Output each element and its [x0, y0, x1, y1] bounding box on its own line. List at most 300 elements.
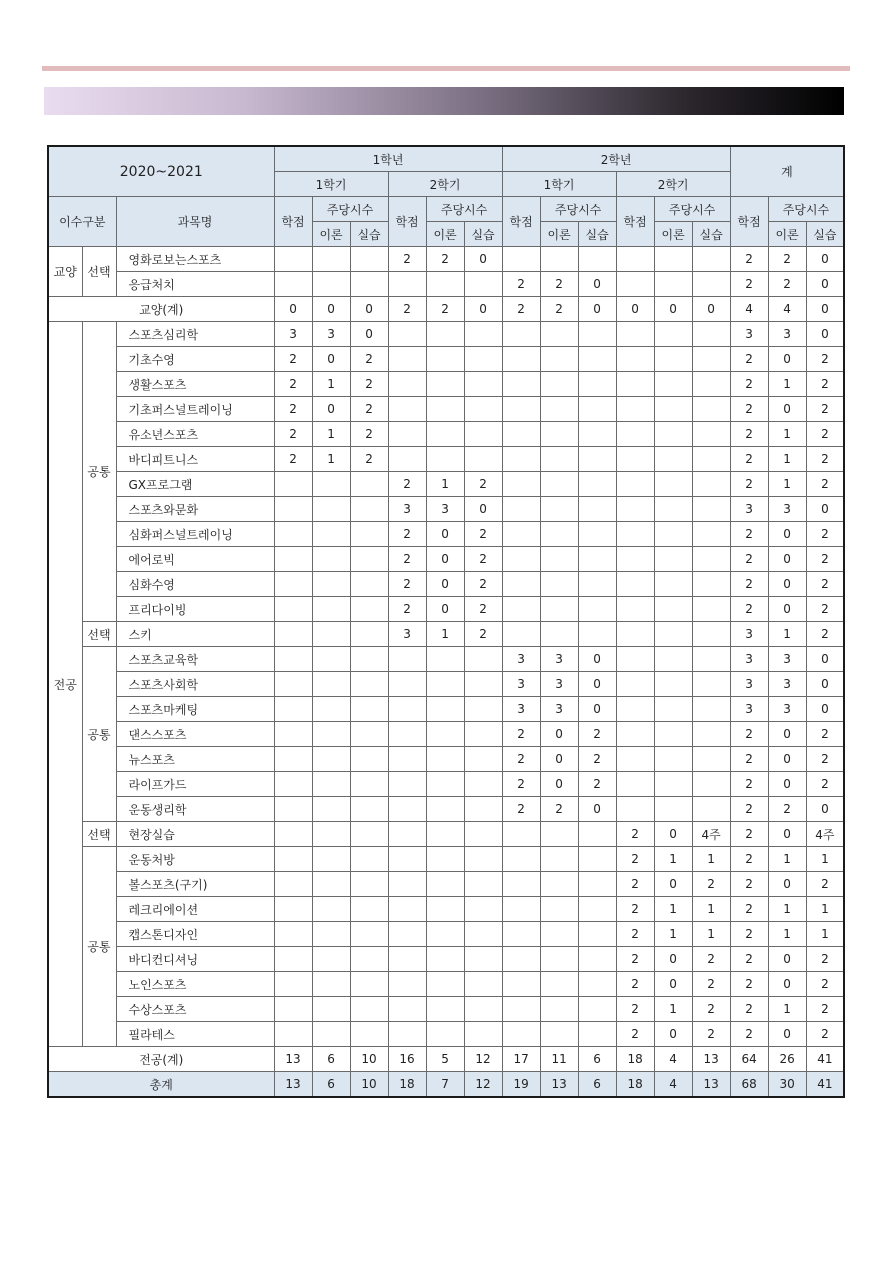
practice-header: 실습 [464, 222, 502, 247]
value-cell: 3 [502, 697, 540, 722]
value-cell [692, 247, 730, 272]
value-cell: 1 [806, 847, 844, 872]
value-cell: 0 [274, 297, 312, 322]
value-cell: 13 [540, 1072, 578, 1098]
value-cell [540, 922, 578, 947]
table-row [48, 447, 844, 472]
subject-name: 기초퍼스널트레이닝 [116, 397, 274, 422]
value-cell: 0 [768, 872, 806, 897]
value-cell [388, 947, 426, 972]
value-cell [312, 797, 350, 822]
value-cell [578, 847, 616, 872]
value-cell [540, 622, 578, 647]
value-cell: 0 [806, 647, 844, 672]
value-cell [464, 997, 502, 1022]
value-cell [350, 672, 388, 697]
value-cell: 2 [578, 747, 616, 772]
value-cell [578, 1022, 616, 1047]
value-cell [350, 722, 388, 747]
value-cell: 12 [464, 1047, 502, 1072]
value-cell [692, 447, 730, 472]
value-cell: 0 [768, 597, 806, 622]
value-cell: 18 [616, 1047, 654, 1072]
subject-name: 바디피트니스 [116, 447, 274, 472]
value-cell [654, 672, 692, 697]
value-cell [464, 947, 502, 972]
table-row [48, 772, 844, 797]
value-cell: 64 [730, 1047, 768, 1072]
grand-total-label: 총계 [48, 1072, 274, 1098]
value-cell [426, 747, 464, 772]
weekly-hours-header: 주당시수 [312, 197, 388, 222]
value-cell [616, 622, 654, 647]
value-cell [654, 247, 692, 272]
value-cell [692, 672, 730, 697]
value-cell [426, 1022, 464, 1047]
value-cell [274, 897, 312, 922]
value-cell: 0 [768, 972, 806, 997]
top-rule [42, 66, 850, 71]
value-cell: 18 [616, 1072, 654, 1098]
value-cell: 0 [806, 497, 844, 522]
value-cell [692, 422, 730, 447]
value-cell [502, 522, 540, 547]
value-cell: 2 [426, 247, 464, 272]
value-cell [654, 397, 692, 422]
value-cell: 0 [768, 947, 806, 972]
value-cell [540, 397, 578, 422]
value-cell: 3 [502, 672, 540, 697]
value-cell [578, 522, 616, 547]
value-cell [616, 372, 654, 397]
value-cell [464, 347, 502, 372]
value-cell: 2 [388, 472, 426, 497]
value-cell [350, 797, 388, 822]
value-cell [274, 722, 312, 747]
value-cell: 2 [768, 247, 806, 272]
value-cell: 2 [540, 297, 578, 322]
value-cell [502, 347, 540, 372]
subject-name: 수상스포츠 [116, 997, 274, 1022]
subject-name: 기초수영 [116, 347, 274, 372]
value-cell: 2 [692, 972, 730, 997]
value-cell [388, 422, 426, 447]
value-cell: 2 [388, 522, 426, 547]
value-cell [464, 872, 502, 897]
value-cell: 0 [654, 297, 692, 322]
value-cell [692, 347, 730, 372]
value-cell: 0 [768, 572, 806, 597]
credits-header: 학점 [388, 197, 426, 247]
value-cell: 2 [388, 247, 426, 272]
value-cell [350, 897, 388, 922]
value-cell: 2 [426, 297, 464, 322]
value-cell [578, 322, 616, 347]
value-cell: 2 [692, 872, 730, 897]
table-row [48, 797, 844, 822]
value-cell [350, 697, 388, 722]
value-cell [578, 372, 616, 397]
value-cell: 0 [464, 497, 502, 522]
value-cell [578, 822, 616, 847]
value-cell: 2 [350, 347, 388, 372]
value-cell: 0 [350, 297, 388, 322]
value-cell [502, 847, 540, 872]
value-cell: 2 [578, 722, 616, 747]
value-cell: 2 [350, 397, 388, 422]
value-cell [350, 522, 388, 547]
value-cell: 0 [806, 247, 844, 272]
value-cell: 0 [616, 297, 654, 322]
value-cell [654, 272, 692, 297]
value-cell [578, 472, 616, 497]
value-cell [388, 447, 426, 472]
value-cell [274, 272, 312, 297]
grade1-header: 1학년 [274, 146, 502, 172]
value-cell [654, 572, 692, 597]
value-cell: 1 [768, 472, 806, 497]
value-cell [426, 447, 464, 472]
value-cell: 13 [274, 1047, 312, 1072]
value-cell [692, 572, 730, 597]
value-cell [654, 447, 692, 472]
value-cell [426, 972, 464, 997]
value-cell: 2 [616, 972, 654, 997]
value-cell [616, 322, 654, 347]
theory-header: 이론 [768, 222, 806, 247]
table-row [48, 347, 844, 372]
value-cell [464, 1022, 502, 1047]
group-label-major: 전공 [48, 322, 82, 1047]
subject-name: 응급처치 [116, 272, 274, 297]
value-cell: 1 [312, 372, 350, 397]
practice-header: 실습 [578, 222, 616, 247]
value-cell [502, 922, 540, 947]
value-cell [692, 397, 730, 422]
value-cell: 2 [274, 397, 312, 422]
value-cell [540, 522, 578, 547]
practice-header: 실습 [692, 222, 730, 247]
value-cell: 17 [502, 1047, 540, 1072]
value-cell: 2 [616, 872, 654, 897]
table-row [48, 547, 844, 572]
value-cell [616, 572, 654, 597]
value-cell: 0 [768, 747, 806, 772]
value-cell [654, 772, 692, 797]
value-cell: 1 [426, 472, 464, 497]
subject-name: 심화수영 [116, 572, 274, 597]
value-cell: 13 [274, 1072, 312, 1098]
value-cell: 2 [730, 897, 768, 922]
value-cell [464, 922, 502, 947]
value-cell [540, 447, 578, 472]
subject-name: 프리다이빙 [116, 597, 274, 622]
value-cell [616, 772, 654, 797]
value-cell [274, 547, 312, 572]
subject-name: 현장실습 [116, 822, 274, 847]
value-cell [540, 572, 578, 597]
value-cell [502, 872, 540, 897]
value-cell [578, 947, 616, 972]
value-cell [274, 672, 312, 697]
value-cell [350, 597, 388, 622]
value-cell: 3 [730, 647, 768, 672]
value-cell: 0 [806, 297, 844, 322]
value-cell [312, 722, 350, 747]
value-cell: 2 [730, 397, 768, 422]
value-cell [540, 547, 578, 572]
value-cell [464, 422, 502, 447]
value-cell: 3 [540, 672, 578, 697]
value-cell: 2 [274, 372, 312, 397]
value-cell [464, 697, 502, 722]
value-cell: 2 [806, 872, 844, 897]
curriculum-body [48, 247, 844, 1098]
value-cell: 2 [616, 897, 654, 922]
value-cell [502, 547, 540, 572]
value-cell: 2 [730, 822, 768, 847]
value-cell [388, 722, 426, 747]
type-label-elective: 선택 [82, 247, 116, 297]
value-cell [502, 947, 540, 972]
value-cell [540, 1022, 578, 1047]
general-subtotal-label: 교양(계) [48, 297, 274, 322]
value-cell [350, 997, 388, 1022]
credits-header: 학점 [616, 197, 654, 247]
value-cell: 2 [540, 797, 578, 822]
value-cell: 0 [806, 797, 844, 822]
value-cell [540, 872, 578, 897]
value-cell: 0 [350, 322, 388, 347]
value-cell [502, 997, 540, 1022]
value-cell [312, 572, 350, 597]
value-cell: 2 [730, 372, 768, 397]
value-cell [540, 997, 578, 1022]
value-cell: 2 [388, 597, 426, 622]
value-cell: 2 [502, 772, 540, 797]
value-cell: 1 [806, 922, 844, 947]
value-cell [350, 922, 388, 947]
table-row [48, 597, 844, 622]
theory-header: 이론 [426, 222, 464, 247]
weekly-hours-header: 주당시수 [426, 197, 502, 222]
value-cell [426, 772, 464, 797]
value-cell [274, 922, 312, 947]
total-header: 계 [730, 146, 844, 197]
value-cell [350, 747, 388, 772]
subject-name: 심화퍼스널트레이닝 [116, 522, 274, 547]
table-row [48, 747, 844, 772]
value-cell [388, 1022, 426, 1047]
value-cell: 2 [616, 922, 654, 947]
value-cell [388, 822, 426, 847]
value-cell [312, 822, 350, 847]
value-cell [692, 772, 730, 797]
value-cell: 0 [768, 772, 806, 797]
value-cell [616, 722, 654, 747]
value-cell [464, 847, 502, 872]
subject-name: 필라테스 [116, 1022, 274, 1047]
value-cell: 2 [388, 297, 426, 322]
value-cell [464, 647, 502, 672]
value-cell [312, 622, 350, 647]
value-cell [426, 847, 464, 872]
grade2-header: 2학년 [502, 146, 730, 172]
value-cell [540, 847, 578, 872]
value-cell [578, 922, 616, 947]
value-cell: 6 [578, 1072, 616, 1098]
value-cell [502, 497, 540, 522]
value-cell: 3 [502, 647, 540, 672]
value-cell: 0 [578, 272, 616, 297]
value-cell [312, 672, 350, 697]
value-cell [426, 872, 464, 897]
value-cell: 0 [312, 397, 350, 422]
value-cell [274, 622, 312, 647]
value-cell [654, 422, 692, 447]
value-cell: 3 [540, 647, 578, 672]
practice-header: 실습 [350, 222, 388, 247]
value-cell [654, 722, 692, 747]
curriculum-table [47, 145, 845, 1098]
subject-name: 스키 [116, 622, 274, 647]
value-cell: 0 [464, 297, 502, 322]
value-cell [464, 447, 502, 472]
value-cell [654, 547, 692, 572]
value-cell [540, 247, 578, 272]
value-cell [312, 847, 350, 872]
value-cell: 2 [350, 447, 388, 472]
value-cell [692, 272, 730, 297]
value-cell [616, 397, 654, 422]
value-cell: 2 [730, 522, 768, 547]
value-cell [312, 897, 350, 922]
value-cell: 18 [388, 1072, 426, 1098]
value-cell: 0 [426, 522, 464, 547]
value-cell: 7 [426, 1072, 464, 1098]
g1-sem1-header: 1학기 [274, 172, 388, 197]
value-cell: 6 [312, 1047, 350, 1072]
value-cell [654, 497, 692, 522]
value-cell: 2 [692, 997, 730, 1022]
value-cell: 2 [730, 547, 768, 572]
value-cell [578, 397, 616, 422]
value-cell [274, 872, 312, 897]
value-cell [312, 272, 350, 297]
value-cell: 1 [426, 622, 464, 647]
table-row [48, 397, 844, 422]
value-cell [502, 372, 540, 397]
table-row [48, 972, 844, 997]
value-cell [692, 622, 730, 647]
value-cell [464, 972, 502, 997]
value-cell: 1 [768, 897, 806, 922]
value-cell: 0 [540, 722, 578, 747]
value-cell: 2 [806, 1022, 844, 1047]
type-label-common: 공통 [82, 322, 116, 622]
value-cell [426, 322, 464, 347]
value-cell: 2 [730, 997, 768, 1022]
value-cell [654, 697, 692, 722]
value-cell: 1 [768, 422, 806, 447]
table-row [48, 1022, 844, 1047]
value-cell [350, 972, 388, 997]
type-label-common: 공통 [82, 847, 116, 1047]
value-cell: 0 [806, 697, 844, 722]
value-cell: 0 [768, 822, 806, 847]
value-cell [654, 472, 692, 497]
major-subtotal-row [48, 1047, 844, 1072]
value-cell [616, 647, 654, 672]
value-cell [540, 422, 578, 447]
subject-name: 볼스포츠(구기) [116, 872, 274, 897]
value-cell [654, 647, 692, 672]
value-cell: 2 [730, 422, 768, 447]
value-cell [654, 597, 692, 622]
value-cell [388, 972, 426, 997]
value-cell: 3 [768, 672, 806, 697]
value-cell [692, 497, 730, 522]
value-cell [426, 272, 464, 297]
value-cell [616, 272, 654, 297]
value-cell: 4 [730, 297, 768, 322]
grand-total-row [48, 1072, 844, 1098]
value-cell: 2 [806, 722, 844, 747]
value-cell [540, 322, 578, 347]
value-cell: 3 [540, 697, 578, 722]
value-cell [540, 347, 578, 372]
value-cell: 0 [578, 697, 616, 722]
value-cell [388, 697, 426, 722]
value-cell [654, 347, 692, 372]
value-cell [616, 797, 654, 822]
value-cell: 3 [388, 622, 426, 647]
value-cell: 3 [730, 672, 768, 697]
value-cell [578, 547, 616, 572]
value-cell [578, 972, 616, 997]
value-cell: 0 [426, 572, 464, 597]
value-cell: 0 [806, 322, 844, 347]
value-cell: 26 [768, 1047, 806, 1072]
value-cell [616, 522, 654, 547]
value-cell: 13 [692, 1047, 730, 1072]
value-cell: 2 [388, 547, 426, 572]
value-cell [426, 672, 464, 697]
value-cell [616, 747, 654, 772]
subject-header: 과목명 [116, 197, 274, 247]
value-cell [616, 447, 654, 472]
value-cell [388, 647, 426, 672]
value-cell [426, 947, 464, 972]
value-cell: 0 [768, 1022, 806, 1047]
table-row [48, 497, 844, 522]
value-cell: 0 [464, 247, 502, 272]
value-cell [426, 372, 464, 397]
value-cell: 0 [806, 272, 844, 297]
value-cell: 2 [502, 722, 540, 747]
subject-name: 댄스스포츠 [116, 722, 274, 747]
value-cell [388, 672, 426, 697]
value-cell [540, 972, 578, 997]
value-cell [388, 372, 426, 397]
header-gradient-band [44, 87, 844, 115]
value-cell [426, 697, 464, 722]
g2-sem1-header: 1학기 [502, 172, 616, 197]
type-label-elective: 선택 [82, 622, 116, 647]
value-cell [502, 972, 540, 997]
value-cell: 10 [350, 1072, 388, 1098]
value-cell: 3 [730, 622, 768, 647]
